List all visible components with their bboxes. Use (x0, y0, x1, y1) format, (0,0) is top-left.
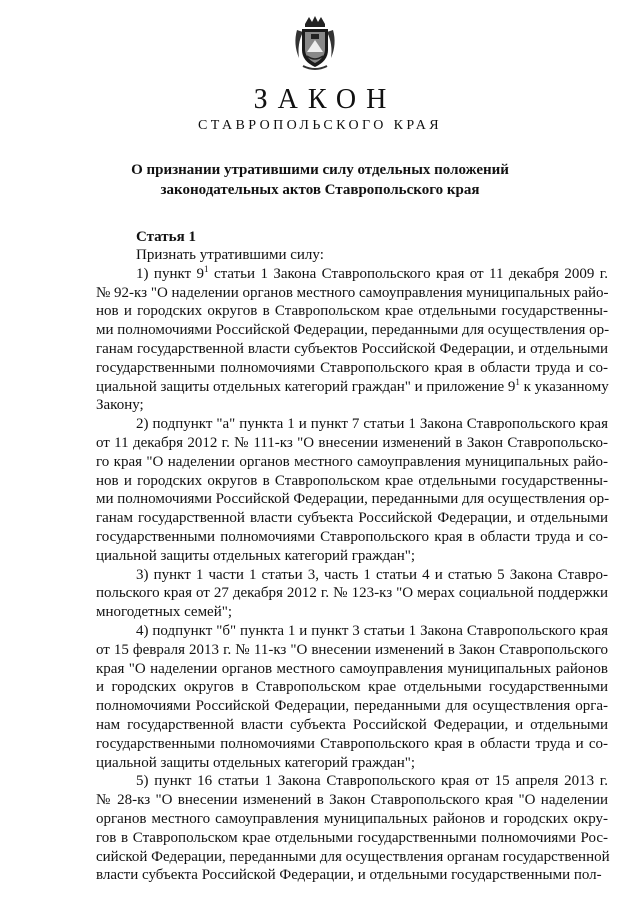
law-title-line: О признании утратившими силу отдельных положений (131, 162, 509, 178)
superscript: 1 (204, 263, 209, 274)
coat-of-arms-icon (291, 14, 339, 72)
text-line: 4) подпункт "б" пункта 1 и пункт 3 статьи 1 Закона Ставропольского края (136, 622, 608, 639)
text-line: от 11 декабря 2012 г. № 111-кз "О внесении изменений в Закон Ставропольско- (96, 434, 608, 451)
article-body (96, 246, 608, 885)
text-line: нов и городских округов в Ставропольском крае отдельными государственны- (96, 303, 608, 320)
text-line: и городских округов в Ставропольском крае отдельными государственными (96, 679, 608, 696)
text-line: ганам государственной власти субъекта Российской Федерации, и отдельными (96, 510, 608, 527)
article-item-4 (96, 622, 608, 772)
text-line: многодетных семей"; (96, 604, 233, 621)
text-line: польского края от 27 декабря 2012 г. № 123-кз "О мерах социальной поддержки (96, 585, 608, 602)
article-item-5 (96, 772, 608, 885)
text-line: государственными полномочиями Ставропольского края в области труда и со- (96, 528, 608, 545)
text-line: государственными полномочиями Ставропольского края в области труда и со- (96, 359, 608, 376)
text-line: от 15 февраля 2013 г. № 11-кз "О внесении изменений в Закон Ставропольского (96, 641, 608, 658)
document-type: ЗАКОН (253, 84, 397, 115)
text-line: 5) пункт 16 статьи 1 Закона Ставропольского края от 15 апреля 2013 г. (136, 773, 608, 790)
text-line: гов в Ставропольском крае отдельными государственными полномочиями Рос- (96, 829, 608, 846)
text-line: циальной защиты отдельных категорий граждан"; (96, 547, 416, 564)
text-line: № 92-кз "О наделении органов местного самоуправления муниципальных райо- (96, 284, 609, 301)
text-line: государственными полномочиями Ставропольского края в области труда и со- (96, 735, 608, 752)
text-line: нов и городских округов в Ставропольском крае отдельными государственны- (96, 472, 608, 489)
text-line: нам государственной власти субъекта Российской Федерации, и отдельными (96, 716, 608, 733)
text-line: 3) пункт 1 части 1 статьи 3, часть 1 статьи 4 и статью 5 Закона Ставро- (136, 566, 608, 583)
superscript: 1 (515, 376, 520, 387)
law-title-line: законодательных актов Ставропольского края (160, 182, 480, 198)
text-line: 1) пункт $9^1$ статьи 1 Закона Ставропольского края от 11 декабря 2009 г. (136, 263, 608, 282)
text-line: 2) подпункт "а" пункта 1 и пункт 7 статьи 1 Закона Ставропольского края (136, 416, 608, 433)
text-line: Закону; (96, 397, 144, 414)
text-line: сийской Федерации, переданными для осуществления органам государственной (96, 848, 610, 865)
text-line: полномочиями Российской Федерации, переданными для осуществления орга- (96, 698, 608, 715)
article-item-1 (96, 265, 608, 415)
text-line: ми полномочиями Российской Федерации, переданными для осуществления ор- (96, 491, 610, 508)
text-line: власти субъекта Российской Федерации, и отдельными государственными пол- (96, 867, 602, 884)
text-line: циальной защиты отдельных категорий граждан"; (96, 754, 416, 771)
text-line: органов местного самоуправления муниципальных районов и городских окру- (96, 810, 608, 827)
law-title (0, 160, 640, 200)
text-line: ганам государственной власти субъектов Российской Федерации, и отдельными (96, 340, 608, 357)
issuing-region: СТАВРОПОЛЬСКОГО КРАЯ (198, 118, 442, 133)
text-line: циальной защиты отдельных категорий граждан" и приложение $9^1$ к указанному (96, 376, 609, 395)
article-item-3 (96, 566, 608, 622)
text-line: края "О наделении органов местного самоуправления муниципальных районов (96, 660, 608, 677)
text-line: № 28-кз "О внесении изменений в Закон Ставропольского края "О наделении (96, 792, 608, 809)
text-line: го края "О наделении органов местного самоуправления муниципальных райо- (96, 453, 608, 470)
text-line: ми полномочиями Российской Федерации, переданными для осуществления ор- (96, 322, 610, 339)
article-heading: Статья 1 (136, 229, 196, 245)
article-intro: Признать утратившими силу: (136, 247, 324, 263)
article-item-2 (96, 415, 608, 565)
